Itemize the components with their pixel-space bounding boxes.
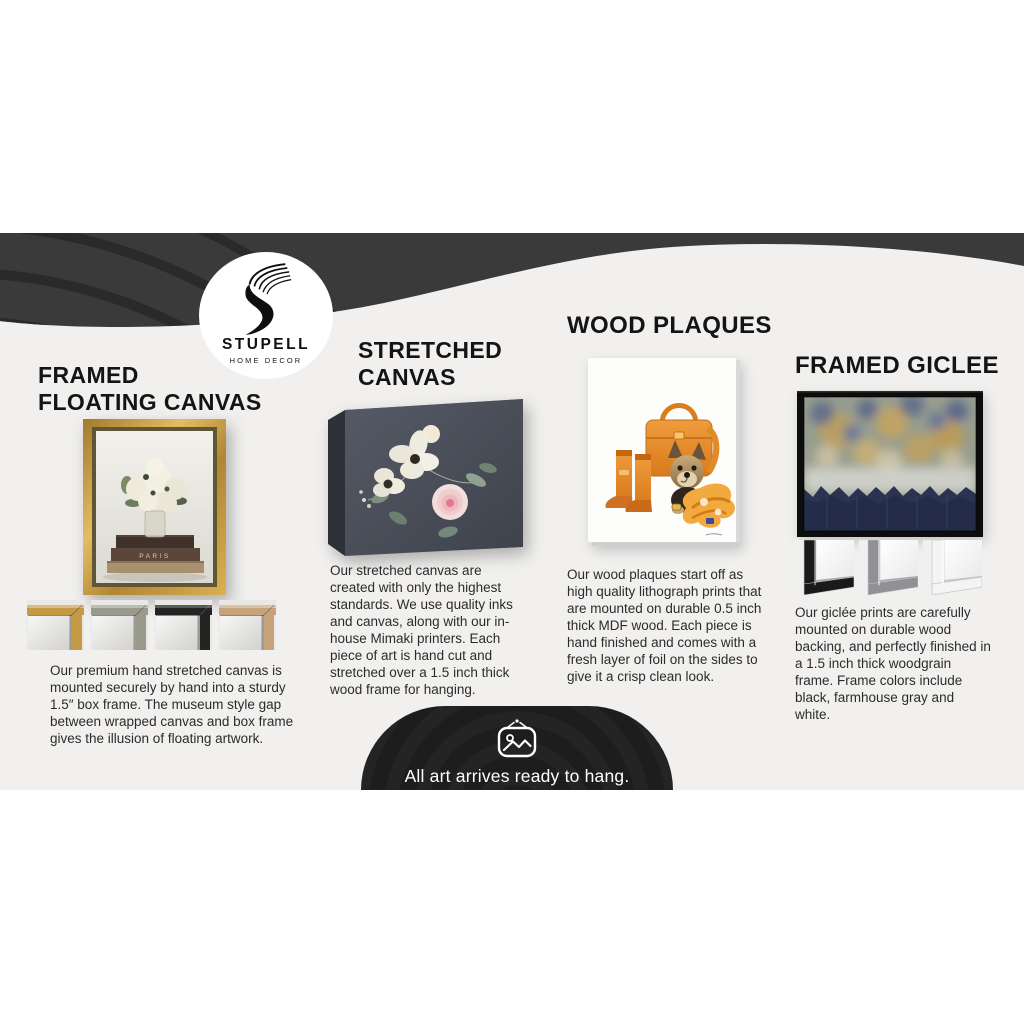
heading-line: FRAMED <box>38 362 139 388</box>
footer-dome <box>361 706 673 790</box>
book-spine-text: PARIS <box>139 553 171 560</box>
heading-line: FLOATING CANVAS <box>38 389 262 415</box>
heading-line: WOOD PLAQUES <box>567 312 772 339</box>
heading-line: CANVAS <box>358 364 456 390</box>
frame-color-swatch-black <box>795 540 854 595</box>
stretched-canvas-product-image <box>328 396 524 562</box>
heading-line: FRAMED GICLEE <box>795 352 999 379</box>
framed-picture-icon <box>494 718 540 760</box>
brand-tagline: HOME DECOR <box>229 356 303 365</box>
description-framed-giclee: Our giclée prints are carefully mounted on durable wood backing, and perfectly finished in a 1.5 inch thick woodgrain frame. Frame colors include black, farmhouse gray and white. <box>795 605 991 722</box>
description-wood-plaques: Our wood plaques start off as high quality lithograph prints that are mounted on durable 0.5 inch thick MDF wood. Each piece is hand finished and comes with a fresh layer of foil on the sides to give it a crisp clean look. <box>567 567 762 684</box>
description-framed-floating-canvas: Our premium hand stretched canvas is mounted securely by hand into a sturdy 1.5″ box frame. The museum style gap between wrapped canvas and box frame gives the illusion of floating artwork. <box>50 663 294 746</box>
frame-finish-swatch-black <box>155 600 212 650</box>
floating-canvas-product-image <box>83 419 226 595</box>
framed-giclee-product-image <box>797 391 983 537</box>
heading-stretched-canvas <box>358 337 502 391</box>
heading-line: STRETCHED <box>358 337 503 363</box>
frame-finish-swatch-pewter <box>91 600 148 650</box>
frame-color-swatch-white <box>923 540 982 595</box>
heading-wood-plaques <box>567 312 772 339</box>
frame-color-swatch-gray <box>859 540 918 595</box>
brand-logo <box>199 252 333 379</box>
description-stretched-canvas: Our stretched canvas are created with only the highest standards. We use quality inks and canvas, along with our in-house Mimaki printers. Each piece of art is hand cut and stretched over a 1.5 inch thick wood frame for hanging. <box>330 563 513 697</box>
brand-name: STUPELL <box>221 336 311 353</box>
wood-plaque-product-image <box>588 358 740 546</box>
heading-framed-giclee <box>795 352 999 379</box>
frame-finish-swatch-gold <box>27 600 84 650</box>
abstract-artwork <box>804 393 976 531</box>
top-wave-band <box>0 233 1024 335</box>
heading-framed-floating-canvas <box>38 362 262 416</box>
stupell-s-swoosh-icon <box>237 261 295 335</box>
rose-flower <box>432 484 468 520</box>
footer-message: All art arrives ready to hang. <box>404 766 630 786</box>
frame-finish-swatch-tan <box>219 600 276 650</box>
